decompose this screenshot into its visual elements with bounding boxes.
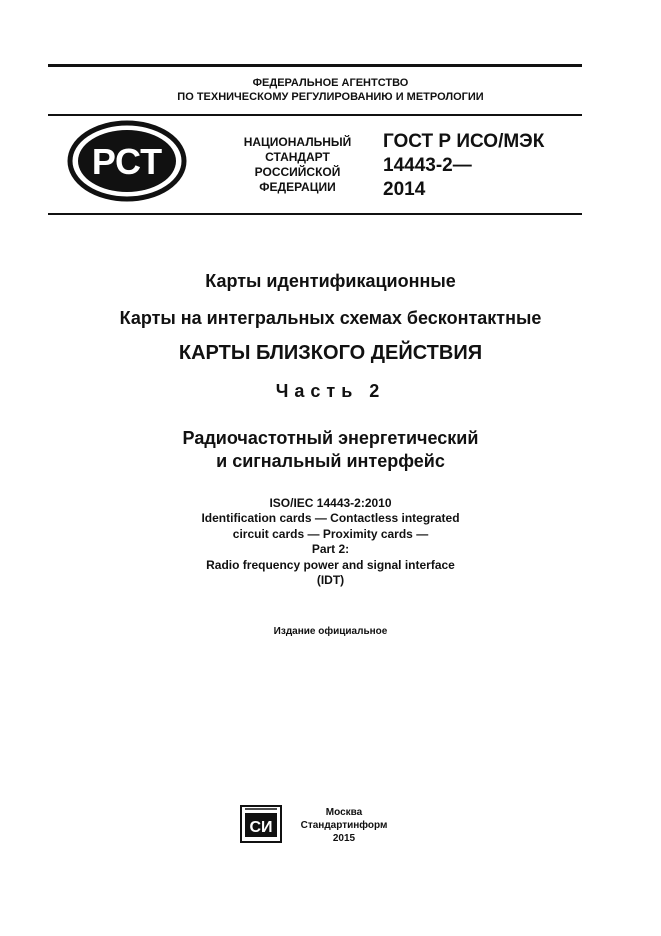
iso-line-3: circuit cards — Proximity cards — xyxy=(232,526,429,541)
publisher-logo-text: СИ xyxy=(249,819,273,836)
title-line-3: КАРТЫ БЛИЗКОГО ДЕЙСТВИЯ xyxy=(178,342,483,364)
header-lower-rule xyxy=(48,213,582,215)
subtitle-line-2: и сигнальный интерфейс xyxy=(216,451,445,471)
publisher-name: Стандартинформ xyxy=(300,820,388,831)
standartinform-logo-icon xyxy=(240,805,282,843)
subtitle-line-1: Радиочастотный энергетический xyxy=(182,428,479,448)
standard-designation xyxy=(383,130,544,202)
iso-line-4: Part 2: xyxy=(311,542,350,557)
natstd-line-3: РОССИЙСКОЙ xyxy=(254,165,341,179)
agency-line-2: ПО ТЕХНИЧЕСКОМУ РЕГУЛИРОВАНИЮ И МЕТРОЛОГИИ xyxy=(177,91,484,103)
publisher-year: 2015 xyxy=(332,833,356,844)
publisher-city: Москва xyxy=(325,807,363,818)
gost-r-logo xyxy=(67,120,187,202)
iso-line-5: Radio frequency power and signal interface xyxy=(206,557,455,572)
publisher-logo xyxy=(240,805,282,843)
header-upper-rule xyxy=(48,114,582,116)
title-line-2: Карты на интегральных схемах бесконтактные xyxy=(119,308,542,328)
designation-line-1: ГОСТ Р ИСО/МЭК xyxy=(383,131,545,152)
top-rule xyxy=(48,64,582,67)
rst-emblem-icon xyxy=(67,120,187,202)
natstd-line-2: СТАНДАРТ xyxy=(265,150,330,164)
subtitle xyxy=(0,427,661,473)
natstd-line-1: НАЦИОНАЛЬНЫЙ xyxy=(243,135,352,149)
iso-line-1: ISO/IEC 14443-2:2010 xyxy=(269,496,392,510)
national-standard-label xyxy=(225,135,370,195)
iso-line-2: Identification cards — Contactless integrated xyxy=(201,511,460,526)
edition-label: Издание официальное xyxy=(273,626,388,637)
designation-line-2: 14443-2— xyxy=(383,155,472,176)
part-number: Часть 2 xyxy=(275,381,386,401)
agency-name xyxy=(0,76,661,104)
iso-reference xyxy=(0,496,661,588)
iso-line-6: (IDT) xyxy=(316,573,345,588)
agency-line-1: ФЕДЕРАЛЬНОЕ АГЕНТСТВО xyxy=(252,77,409,89)
designation-line-3: 2014 xyxy=(383,179,426,200)
logo-text: РСТ xyxy=(91,141,163,182)
publisher-imprint xyxy=(296,806,392,845)
title-line-1: Карты идентификационные xyxy=(205,271,456,291)
natstd-line-4: ФЕДЕРАЦИИ xyxy=(259,180,336,194)
